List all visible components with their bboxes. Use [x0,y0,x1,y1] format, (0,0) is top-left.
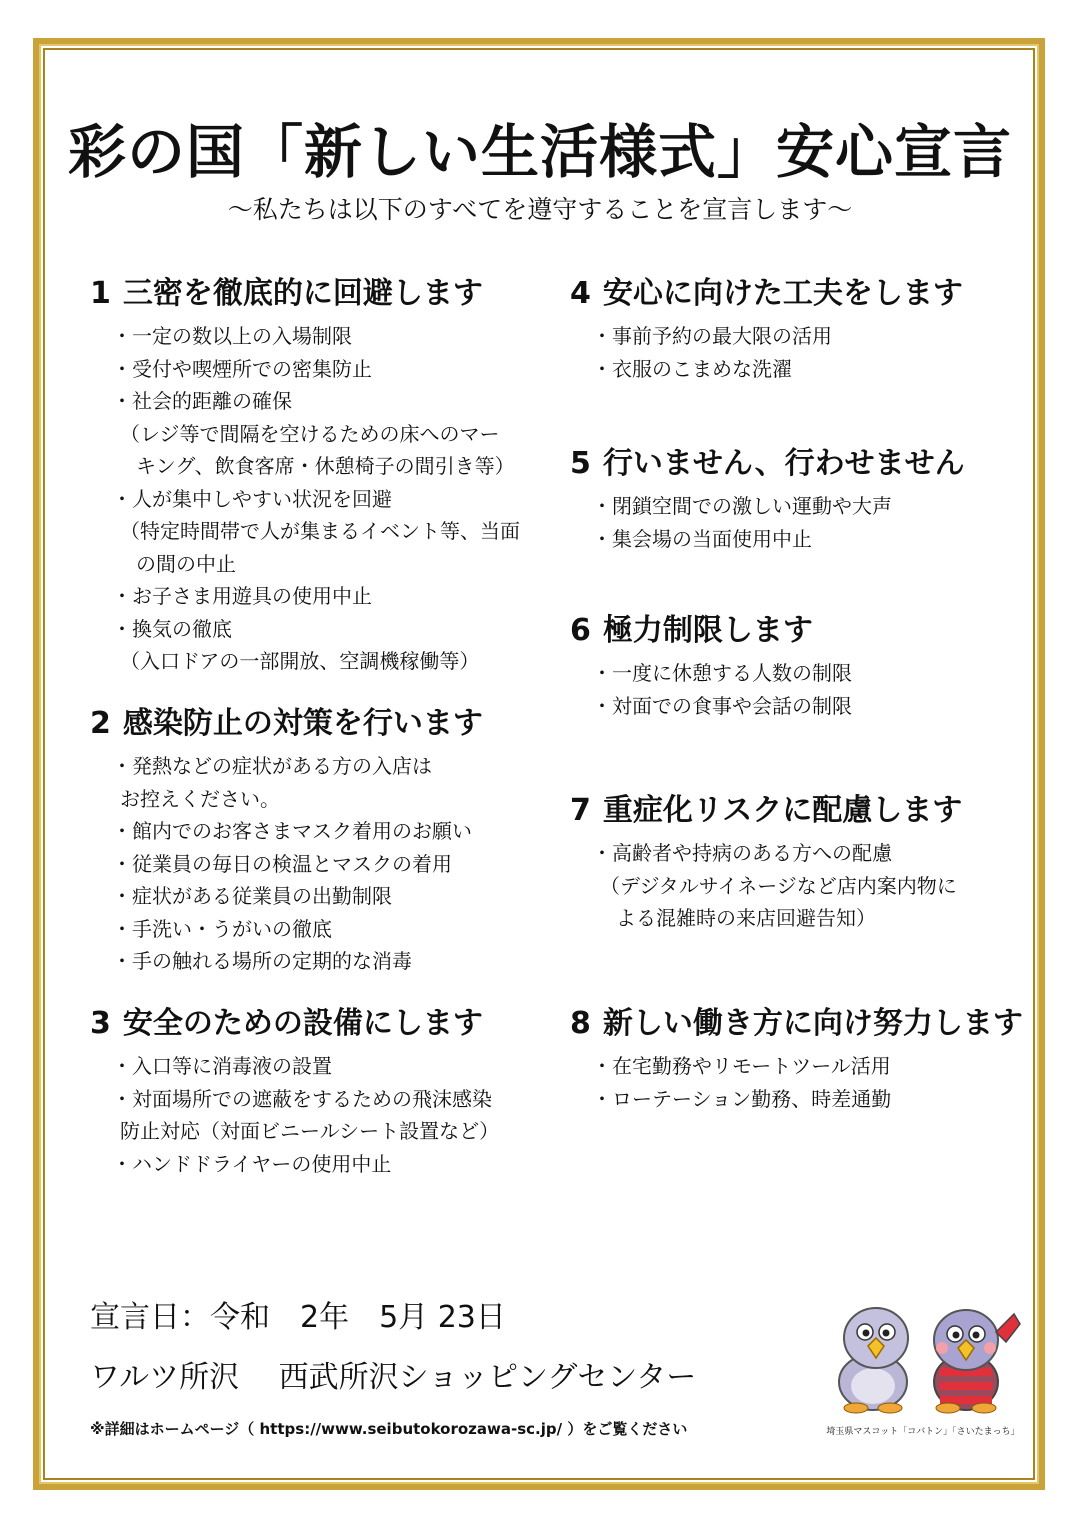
list-item: ・閉鎖空間での激しい運動や大声 [592,494,892,518]
declaration-date: 宣言日：令和 2年 5月 23日 [90,1300,506,1335]
kobaton-mascot-icon [839,1308,908,1413]
section-title: 感染防止の対策を行います [122,706,483,741]
list-item-note: （入口ドアの一部開放、空調機稼働等） [120,649,480,673]
list-item: ・手の触れる場所の定期的な消毒 [112,949,412,973]
section-title: 安心に向けた工夫をします [602,276,963,311]
list-item: ・社会的距離の確保 [112,389,292,413]
section-heading [570,1002,1040,1046]
list-item: ・一定の数以上の入場制限 [112,324,352,348]
section-heading [90,1002,560,1046]
list-item-note: 防止対応（対面ビニールシート設置など） [120,1119,500,1143]
page-subtitle: 〜私たちは以下のすべてを遵守することを宣言します〜 [227,195,853,224]
section-number: 1 [90,276,111,311]
list-item-note: の間の中止 [136,551,236,576]
section-number: 5 [570,446,591,481]
section-title: 行いません、行わせません [602,446,965,481]
list-item: ・事前予約の最大限の活用 [592,324,832,348]
section-items [112,320,560,678]
page-title: 彩の国「新しい生活様式」安心宣言 [67,118,1012,186]
list-item: ・高齢者や持病のある方への配慮 [592,841,892,865]
section-number: 4 [570,276,591,311]
section-2 [90,702,560,1002]
left-column [90,272,560,1180]
list-item: ・在宅勤務やリモートツール活用 [592,1054,891,1078]
section-4 [570,272,1040,442]
section-number: 7 [570,793,591,828]
store-name: ワルツ所沢 西武所沢ショッピングセンター [90,1360,697,1395]
list-item: ・発熱などの症状がある方の入店は [112,754,432,778]
list-item: ・館内でのお客さまマスク着用のお願い [112,819,472,843]
section-items [592,657,1040,722]
list-item: ・対面での食事や会話の制限 [592,693,852,718]
section-title: 三密を徹底的に回避します [122,276,483,311]
homepage-note: ※詳細はホームページ（ https://www.seibutokorozawa-sc.jp/ ）をご覧ください [90,1420,688,1438]
list-item-note: よる混雑時の来店回避告知） [616,906,876,930]
section-heading [570,609,1040,653]
section-number: 8 [570,1006,591,1041]
mascot-illustration [818,1302,1028,1414]
list-item: ・症状がある従業員の出勤制限 [112,884,392,908]
section-8 [570,1002,1040,1115]
section-1 [90,272,560,702]
list-item: ・集会場の当面使用中止 [592,526,812,551]
list-item: ・衣服のこまめな洗濯 [592,356,792,381]
section-number: 2 [90,706,111,741]
section-items [112,750,560,978]
section-5 [570,442,1040,609]
section-number: 6 [570,613,591,648]
list-item-note: お控えください。 [120,786,280,811]
section-title: 新しい働き方に向け努力します [602,1006,1023,1041]
section-title: 極力制限します [602,613,813,648]
section-7 [570,789,1040,1002]
list-item-note: キング、飲食客席・休憩椅子の間引き等） [136,454,515,478]
list-item-note: （レジ等で間隔を空けるための床へのマー [120,421,500,446]
section-heading [90,272,560,316]
list-item: ・ローテーション勤務、時差通勤 [592,1086,892,1111]
section-items [592,1050,1040,1115]
section-title: 重症化リスクに配慮します [602,793,963,828]
section-3 [90,1002,560,1180]
list-item: ・対面場所での遮蔽をするための飛沫感染 [112,1086,492,1111]
list-item-note: （特定時間帯で人が集まるイベント等、当面 [120,519,520,543]
saitamacchi-mascot-icon [934,1310,1020,1413]
section-items [592,837,1040,935]
mascot-caption: 埼玉県マスコット「コバトン」「さいたまっち」 [826,1427,1020,1437]
list-item: ・ハンドドライヤーの使用中止 [112,1151,392,1176]
list-item: ・一度に休憩する人数の制限 [592,661,852,685]
list-item: ・換気の徹底 [112,616,232,641]
section-heading [570,789,1040,833]
list-item: ・従業員の毎日の検温とマスクの着用 [112,851,452,876]
list-item-note: （デジタルサイネージなど店内案内物に [600,873,957,898]
right-column [570,272,1040,1115]
section-items [592,490,1040,555]
section-items [592,320,1040,385]
list-item: ・受付や喫煙所での密集防止 [112,356,372,381]
list-item: ・人が集中しやすい状況を回避 [112,486,392,511]
section-heading [570,442,1040,486]
list-item: ・手洗い・うがいの徹底 [112,916,332,941]
list-item: ・入口等に消毒液の設置 [112,1054,332,1078]
section-number: 3 [90,1006,111,1041]
section-items [112,1050,560,1180]
section-heading [90,702,560,746]
section-6 [570,609,1040,789]
section-heading [570,272,1040,316]
list-item: ・お子さま用遊具の使用中止 [112,584,372,608]
section-title: 安全のための設備にします [122,1006,483,1041]
